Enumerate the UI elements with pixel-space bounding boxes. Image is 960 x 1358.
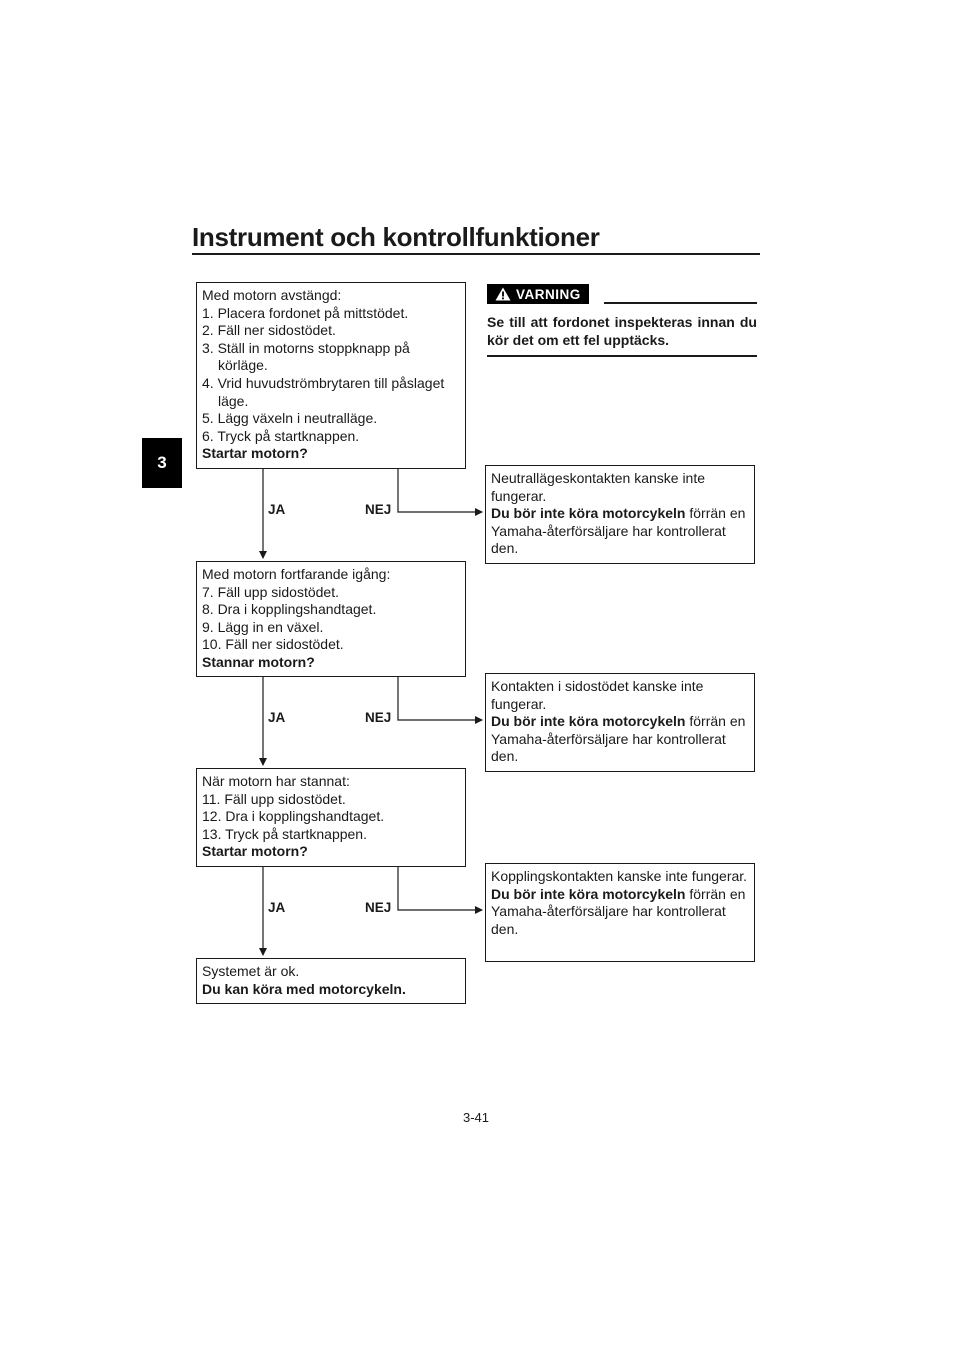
step-box-4 xyxy=(196,958,466,1004)
result2-rest: förrän en Yamaha-återförsäljare har kontrollerat den. xyxy=(491,713,746,765)
result3-text: Kopplingskontakten kanske inte fungerar. xyxy=(491,868,748,884)
box3-step: 13. Tryck på startknappen. xyxy=(202,825,367,842)
box2-step: 9. Lägg in en växel. xyxy=(202,618,324,635)
box3-intro: När motorn har stannat: xyxy=(202,773,350,789)
result2-text: Kontakten i sidostödet kanske inte fungerar. xyxy=(491,678,704,712)
step-box-1 xyxy=(196,282,466,469)
box2-step: 10. Fäll ner sidostödet. xyxy=(202,636,344,653)
box1-step: 3. Ställ in motorns stoppknapp på körläge. xyxy=(202,339,410,374)
yes-label-3: JA xyxy=(268,900,286,915)
result3-rest: förrän en Yamaha-återförsäljare har kontrollerat den. xyxy=(491,885,746,937)
step-box-2 xyxy=(196,561,466,677)
box3-step: 11. Fäll upp sidostödet. xyxy=(202,790,346,807)
box2-intro: Med motorn fortfarande igång: xyxy=(202,566,391,582)
box2-step: 7. Fäll upp sidostödet. xyxy=(202,583,339,600)
box1-intro: Med motorn avstängd: xyxy=(202,287,342,303)
result1-bold: Du bör inte köra motorcykeln xyxy=(491,505,686,522)
warning-label: VARNING xyxy=(516,286,581,302)
box1-step: 6. Tryck på startknappen. xyxy=(202,427,360,444)
box2-question: Stannar motorn? xyxy=(202,653,315,670)
warning-rule-bottom xyxy=(487,355,757,357)
result-box-2 xyxy=(485,673,755,772)
result3-bold: Du bör inte köra motorcykeln xyxy=(491,885,686,902)
no-label-1: NEJ xyxy=(365,502,392,517)
chapter-tab: 3 xyxy=(142,438,182,488)
box4-line1: Systemet är ok. xyxy=(202,963,300,979)
result-box-3 xyxy=(485,863,755,962)
warning-rule-top xyxy=(604,302,757,304)
no-label-2: NEJ xyxy=(365,710,392,725)
no-label-3: NEJ xyxy=(365,900,392,915)
result-box-1 xyxy=(485,465,755,564)
box4-line2: Du kan köra med motorcykeln. xyxy=(202,980,406,997)
box1-step: 5. Lägg växeln i neutralläge. xyxy=(202,410,378,427)
box1-step: 4. Vrid huvudströmbrytaren till påslaget läge. xyxy=(202,374,445,409)
box1-step: 1. Placera fordonet på mittstödet. xyxy=(202,304,409,321)
page-number: 3-41 xyxy=(463,1110,490,1125)
warning-block xyxy=(487,284,757,357)
box3-question: Startar motorn? xyxy=(202,843,308,860)
box1-question: Startar motorn? xyxy=(202,445,308,462)
page-title: Instrument och kontrollfunktioner xyxy=(192,222,600,252)
result1-text: Neutrallägeskontakten kanske inte fungerar. xyxy=(491,470,706,504)
yes-label-1: JA xyxy=(268,502,286,517)
step-box-3 xyxy=(196,768,466,867)
warning-badge xyxy=(487,284,589,304)
box1-step: 2. Fäll ner sidostödet. xyxy=(202,322,336,339)
yes-label-2: JA xyxy=(268,710,286,725)
warning-icon xyxy=(495,287,511,301)
result1-rest: förrän en Yamaha-återförsäljare har kontrollerat den. xyxy=(491,505,746,557)
result2-bold: Du bör inte köra motorcykeln xyxy=(491,713,686,730)
warning-text: Se till att fordonet inspekteras innan du kör det om ett fel upptäcks. xyxy=(487,314,757,348)
box3-step: 12. Dra i kopplingshandtaget. xyxy=(202,808,385,825)
box2-step: 8. Dra i kopplingshandtaget. xyxy=(202,601,377,618)
